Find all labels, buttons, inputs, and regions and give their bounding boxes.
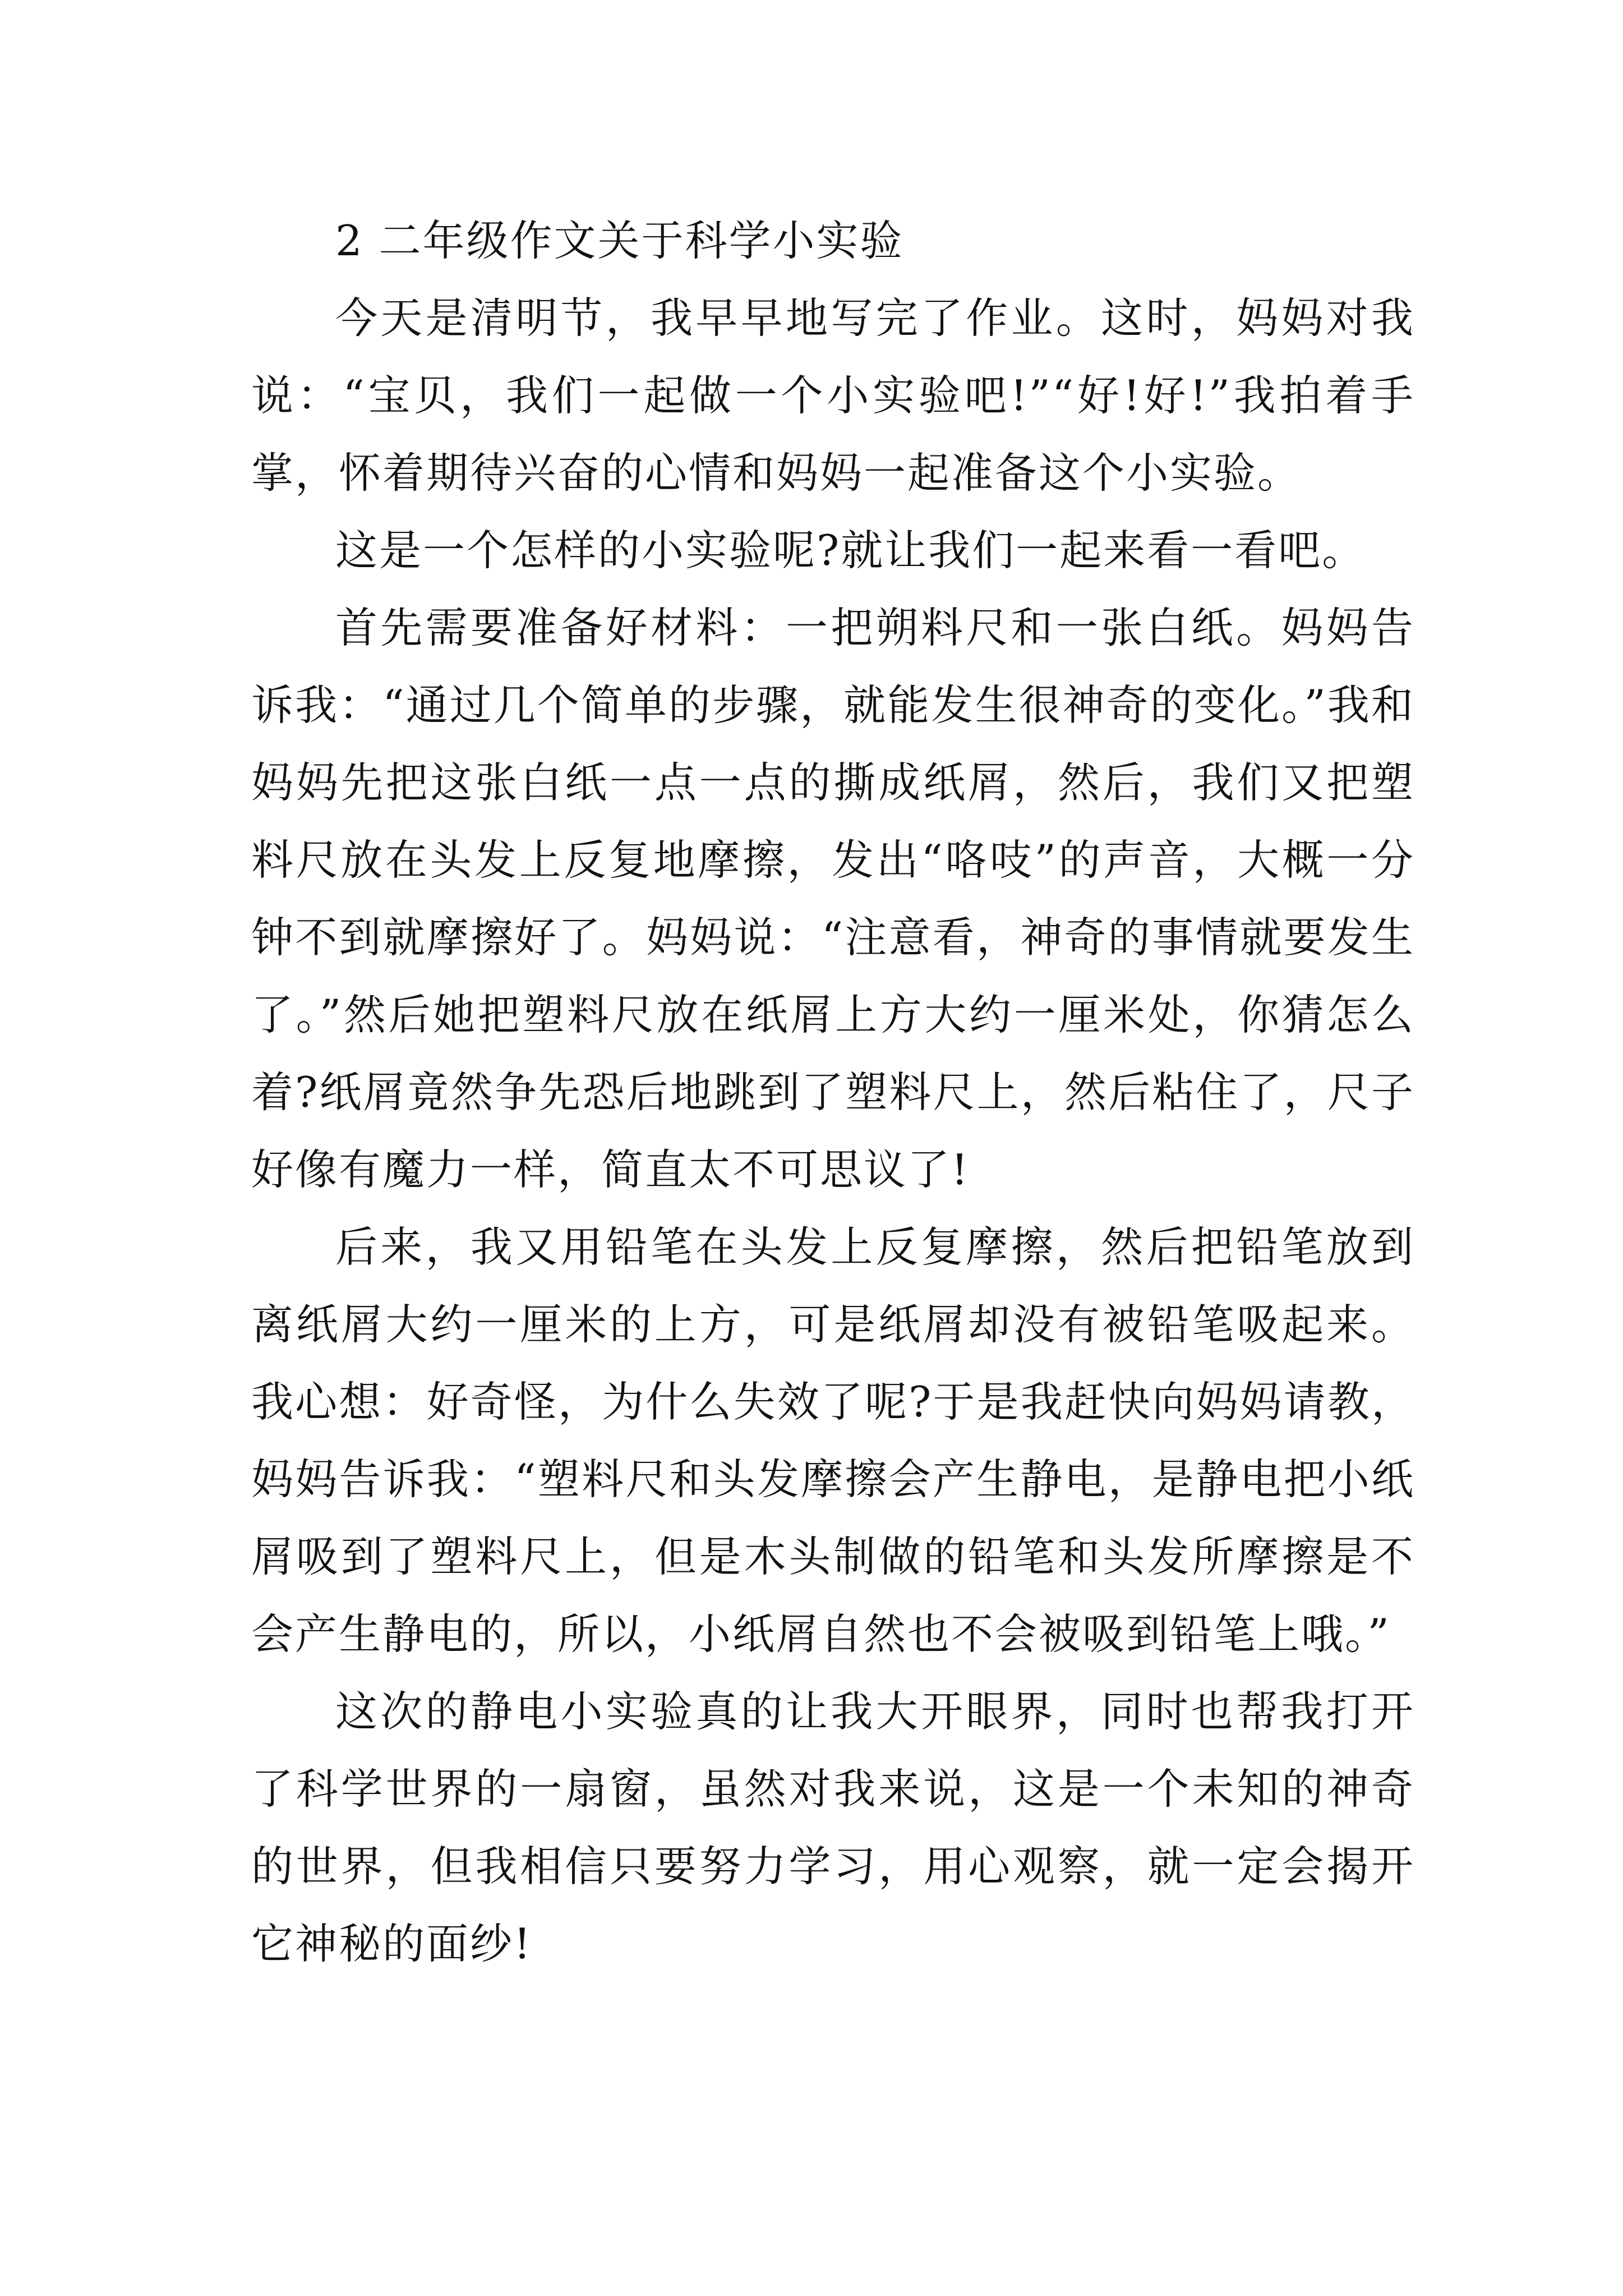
paragraph-2: 这是一个怎样的小实验呢?就让我们一起来看一看吧。	[335, 526, 1366, 575]
paragraph-4: 后来，我又用铅笔在头发上反复摩擦，然后把铅笔放到离纸屑大约一厘米的上方，可是纸屑却没有被铅笔吸起来。我心想：好奇怪，为什么失效了呢?于是我赶快向妈妈请教，妈妈告诉我：“塑料尺和头发摩擦会产生静电，是静电把小纸屑吸到了塑料尺上，但是木头制做的铅笔和头发所摩擦是不会产生静电的，所以，小纸屑自然也不会被吸到铅笔上哦。”	[251, 1222, 1415, 1659]
document-body	[251, 202, 1415, 1982]
paragraph-5: 这次的静电小实验真的让我大开眼界，同时也帮我打开了科学世界的一扇窗，虽然对我来说，这是一个未知的神奇的世界，但我相信只要努力学习，用心观察，就一定会揭开它神秘的面纱!	[251, 1687, 1415, 1968]
document-title: 2 二年级作文关于科学小实验	[335, 216, 904, 265]
paragraph-1: 今天是清明节，我早早地写完了作业。这时，妈妈对我说：“宝贝，我们一起做一个小实验吧!”“好!好!”我拍着手掌，怀着期待兴奋的心情和妈妈一起准备这个小实验。	[251, 293, 1415, 498]
paragraph-3: 首先需要准备好材料：一把朔料尺和一张白纸。妈妈告诉我：“通过几个简单的步骤，就能发生很神奇的变化。”我和妈妈先把这张白纸一点一点的撕成纸屑，然后，我们又把塑料尺放在头发上反复地摩擦，发出“咯吱”的声音，大概一分钟不到就摩擦好了。妈妈说：“注意看，神奇的事情就要发生了。”然后她把塑料尺放在纸屑上方大约一厘米处，你猜怎么着?纸屑竟然争先恐后地跳到了塑料尺上，然后粘住了，尺子好像有魔力一样，简直太不可思议了!	[251, 603, 1415, 1194]
